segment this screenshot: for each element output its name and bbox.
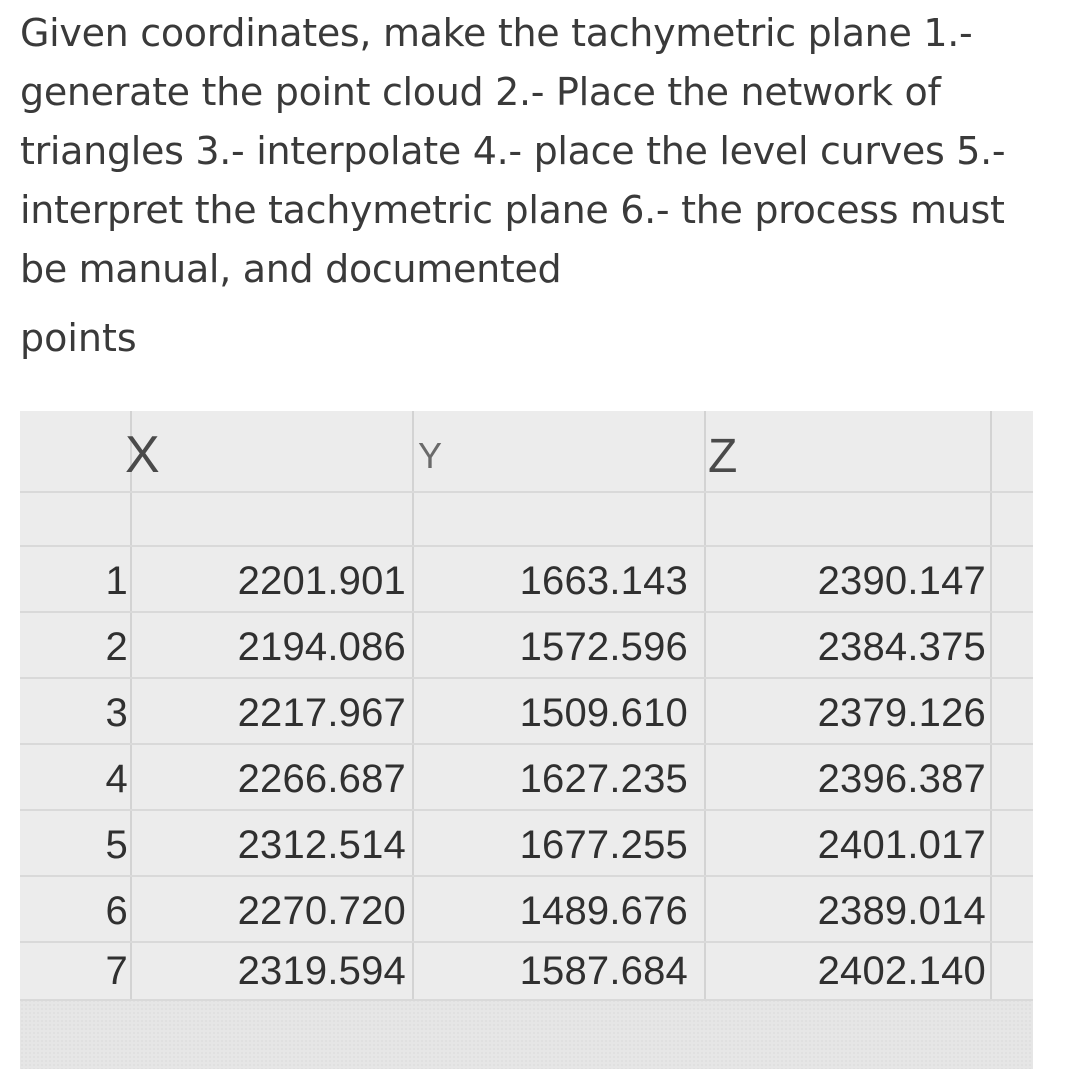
cell-y[interactable]: 1572.596 [519, 625, 688, 669]
points-heading: points [20, 316, 137, 360]
cell-z[interactable]: 2396.387 [817, 757, 986, 801]
cell-z[interactable]: 2389.014 [817, 889, 986, 933]
row-index[interactable]: 1 [105, 559, 128, 603]
cell-x[interactable]: 2266.687 [237, 757, 406, 801]
cell-x[interactable]: 2201.901 [237, 559, 406, 603]
table-row [20, 879, 1033, 943]
row-index[interactable]: 6 [105, 889, 128, 933]
table-row [20, 615, 1033, 679]
table-row [20, 939, 1033, 1003]
question-text: Given coordinates, make the tachymetric plane 1.- generate the point cloud 2.- Place the network of triangles 3.- interpolate 4.- place the level curves 5.- interpret the tachymetric plane 6.- the process must be manual, and documented [20, 11, 1006, 291]
column-header-y[interactable]: Y [418, 435, 443, 476]
spreadsheet-photo [20, 411, 1033, 1069]
table-row [20, 813, 1033, 877]
cell-x[interactable]: 2270.720 [237, 889, 406, 933]
cell-z[interactable]: 2402.140 [817, 949, 986, 993]
cell-z[interactable]: 2390.147 [817, 559, 986, 603]
cell-z[interactable]: 2401.017 [817, 823, 986, 867]
cell-y[interactable]: 1677.255 [519, 823, 688, 867]
cell-y[interactable]: 1509.610 [519, 691, 688, 735]
gridline [20, 545, 1033, 547]
row-index[interactable]: 4 [105, 757, 128, 801]
table-row [20, 681, 1033, 745]
column-header-x[interactable]: X [125, 426, 160, 484]
cell-z[interactable]: 2384.375 [817, 625, 986, 669]
cell-z[interactable]: 2379.126 [817, 691, 986, 735]
table-row [20, 747, 1033, 811]
row-index[interactable]: 2 [105, 625, 128, 669]
cell-y[interactable]: 1587.684 [519, 949, 688, 993]
row-index[interactable]: 7 [105, 949, 128, 993]
row-index[interactable]: 3 [105, 691, 128, 735]
cell-y[interactable]: 1663.143 [519, 559, 688, 603]
cell-x[interactable]: 2319.594 [237, 949, 406, 993]
cell-x[interactable]: 2194.086 [237, 625, 406, 669]
cell-x[interactable]: 2312.514 [237, 823, 406, 867]
column-header-row [20, 411, 1033, 493]
table-row [20, 549, 1033, 613]
row-index[interactable]: 5 [105, 823, 128, 867]
column-header-z[interactable]: Z [708, 430, 738, 483]
cell-y[interactable]: 1489.676 [519, 889, 688, 933]
cell-x[interactable]: 2217.967 [237, 691, 406, 735]
cell-y[interactable]: 1627.235 [519, 757, 688, 801]
